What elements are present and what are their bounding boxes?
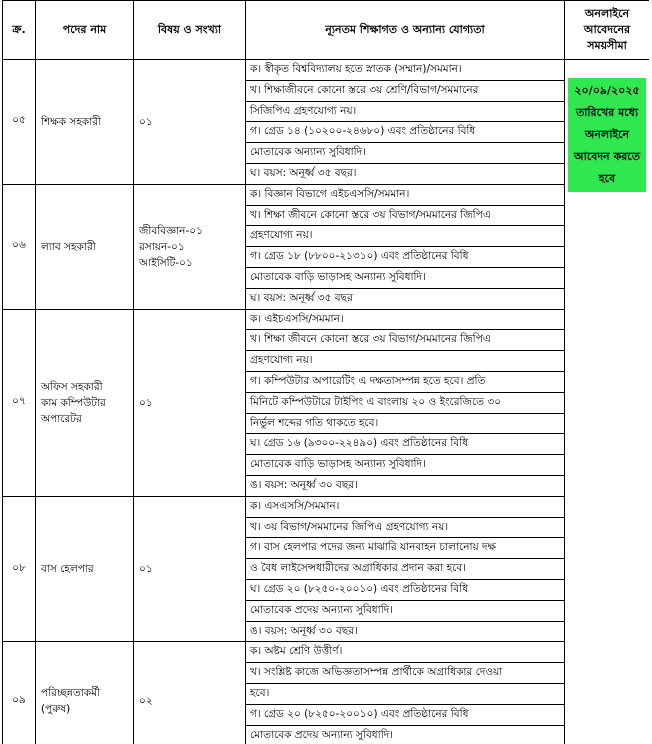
table-row bbox=[3, 496, 650, 642]
qualification-line: ঘ। গ্রেড ২০ (৮২৫০-২০০১০) এবং প্রতিষ্ঠানের বিধি bbox=[246, 580, 564, 601]
row-post-name: ল্যাব সহকারী bbox=[36, 184, 134, 309]
row-count: ০১ bbox=[134, 496, 246, 642]
header-post-name: পদের নাম bbox=[36, 1, 134, 60]
header-serial: ক্র. bbox=[3, 1, 36, 60]
qualification-line: খ। ৩য় বিভাগ/সমমানের জিপিএ গ্রহণযোগ্য নয়। bbox=[246, 518, 564, 539]
qualification-line: গ। গ্রেড ১৮ (৮৮০০-২১৩১০) এবং প্রতিষ্ঠানের বিধি bbox=[246, 247, 564, 268]
qualification-line: মোতাবেক বাড়ি ভাড়াসহ অন্যান্য সুবিধাদি। bbox=[246, 455, 564, 476]
qualification-line: গ্রহণযোগ্য নয়। bbox=[246, 226, 564, 247]
row-qualification bbox=[246, 309, 565, 496]
row-count: ০১ bbox=[134, 60, 246, 185]
qualification-line: ঘ। গ্রেড ১৬ (৯৩০০-২২৪৯০) এবং প্রতিষ্ঠানের বিধি bbox=[246, 434, 564, 455]
qualification-line: নির্ভুল শব্দের গতি থাকতে হবে। bbox=[246, 414, 564, 435]
qualification-line: ক। অষ্টম শ্রেণি উত্তীর্ণ। bbox=[246, 642, 564, 663]
row-count: ০২ bbox=[134, 642, 246, 744]
post-name-line: কাম কম্পিউটার bbox=[41, 396, 106, 409]
qualification-line: গ্রহণযোগ্য নয়। bbox=[246, 351, 564, 372]
header-subject-count: বিষয় ও সংখ্যা bbox=[134, 1, 246, 60]
post-name-line: (পুরুষ) bbox=[41, 703, 71, 716]
table-row bbox=[3, 309, 650, 496]
row-serial: ০৬ bbox=[3, 184, 36, 309]
qualification-line: সিজিপিএ গ্রহণযোগ্য নয়। bbox=[246, 102, 564, 123]
row-serial: ০৫ bbox=[3, 60, 36, 185]
qualification-line: ক। এসএসসি/সমমান। bbox=[246, 497, 564, 518]
count-line: আইসিটি-০১ bbox=[139, 256, 193, 269]
row-qualification bbox=[246, 60, 565, 185]
table-row bbox=[3, 184, 650, 309]
row-serial: ০৮ bbox=[3, 496, 36, 642]
row-qualification bbox=[246, 184, 565, 309]
qualification-line: মোতাবেক বাড়ি ভাড়াসহ অন্যান্য সুবিধাদি। bbox=[246, 268, 564, 289]
deadline-highlight: ২০/০৯/২০২৫ তারিখের মধ্যে অনলাইনে আবেদন করতে হবে bbox=[568, 78, 646, 192]
qualification-line: ঘ। বয়স: অনূর্ধ্ব ৩৫ বছর bbox=[250, 291, 353, 304]
qualification-line: মোতাবেক প্রদেয় অন্যান্য সুবিধাদি। bbox=[246, 601, 564, 622]
qualification-line: ঙ। বয়স: অনূর্ধ্ব ৩০ বছর। bbox=[250, 478, 358, 491]
qualification-line: গ। গ্রেড ২০ (৮২৫০-২০০১০) এবং প্রতিষ্ঠানের বিধি bbox=[246, 705, 564, 726]
qualification-line: গ। গ্রেড ১৪ (১০২০০-২৪৬৮০) এবং প্রতিষ্ঠানের বিধি bbox=[246, 122, 564, 143]
header-qualification: ন্যূনতম শিক্ষাগত ও অন্যান্য যোগ্যতা bbox=[246, 1, 565, 60]
qualification-line: ক। বিজ্ঞান বিভাগে এইচএসসি/সমমান। bbox=[246, 185, 564, 206]
row-serial: ০৯ bbox=[3, 642, 36, 744]
post-name-line: অপারেটর bbox=[41, 412, 82, 425]
recruitment-table-document bbox=[2, 0, 649, 744]
row-count: ০১ bbox=[134, 309, 246, 496]
qualification-line: খ। শিক্ষা জীবনে কোনো স্তরে ৩য় বিভাগ/সমমানের জিপিএ bbox=[246, 206, 564, 227]
vacancy-table bbox=[2, 0, 649, 744]
qualification-line: মোতাবেক অন্যান্য সুবিধাদি। bbox=[246, 143, 564, 164]
row-post-name: শিক্ষক সহকারী bbox=[36, 60, 134, 185]
header-deadline: অনলাইনে আবেদনের সময়সীমা bbox=[565, 1, 650, 60]
qualification-line: খ। শিক্ষাজীবনে কোনো স্তরে ৩য় শ্রেণি/বিভাগ/সমমানের bbox=[246, 81, 564, 102]
qualification-line: খ। শিক্ষা জীবনে কোনো স্তরে ৩য় বিভাগ/সমমানের জিপিএ bbox=[246, 330, 564, 351]
table-header-row bbox=[3, 1, 650, 60]
count-line: জীববিজ্ঞান-০১ bbox=[139, 224, 203, 237]
qualification-line: মিনিটে কম্পিউটারে টাইপিং এ বাংলায় ২০ ও ইংরেজিতে ৩০ bbox=[246, 393, 564, 414]
qualification-line: হবে। bbox=[246, 684, 564, 705]
qualification-line: ঙ। বয়স: অনূর্ধ্ব ৩০ বছর। bbox=[250, 624, 358, 637]
qualification-line: গ। কম্পিউটার অপারেটিং এ দক্ষতাসম্পন্ন হতে হবে। প্রতি bbox=[246, 372, 564, 393]
row-qualification bbox=[246, 642, 565, 744]
table-row bbox=[3, 642, 650, 744]
qualification-line: ক। এইচএসসি/সমমান। bbox=[246, 310, 564, 331]
row-count bbox=[134, 184, 246, 309]
table-row bbox=[3, 60, 650, 185]
row-qualification bbox=[246, 496, 565, 642]
qualification-line: খ। সংশ্লিষ্ট কাজে অভিজ্ঞতাসম্পন্ন প্রার্থীকে অগ্রাধিকার দেওয়া bbox=[246, 663, 564, 684]
qualification-line: ক। স্বীকৃত বিশ্ববিদ্যালয় হতে স্নাতক (সম্মান)/সমমান। bbox=[246, 60, 564, 81]
row-post-name bbox=[36, 309, 134, 496]
row-serial: ০৭ bbox=[3, 309, 36, 496]
row-post-name bbox=[36, 642, 134, 744]
count-line: রসায়ন-০১ bbox=[139, 240, 185, 253]
qualification-line: ও বৈধ লাইসেন্সধারীদের অগ্রাধিকার প্রদান করা হবে। bbox=[246, 559, 564, 580]
qualification-line: মোতাবেক প্রদেয় অন্যান্য সুবিধাদি। bbox=[250, 728, 393, 741]
row-post-name: বাস হেলপার bbox=[36, 496, 134, 642]
post-name-line: অফিস সহকারী bbox=[41, 380, 103, 393]
post-name-line: পরিচ্ছন্নতাকর্মী bbox=[41, 687, 100, 700]
qualification-line: গ। বাস হেলপার পদের জন্য মাঝারি যানবাহন চালানোয় দক্ষ bbox=[246, 538, 564, 559]
deadline-cell bbox=[565, 60, 650, 744]
qualification-line: ঘ। বয়স: অনূর্ধ্ব ৩৫ বছর। bbox=[250, 166, 357, 179]
